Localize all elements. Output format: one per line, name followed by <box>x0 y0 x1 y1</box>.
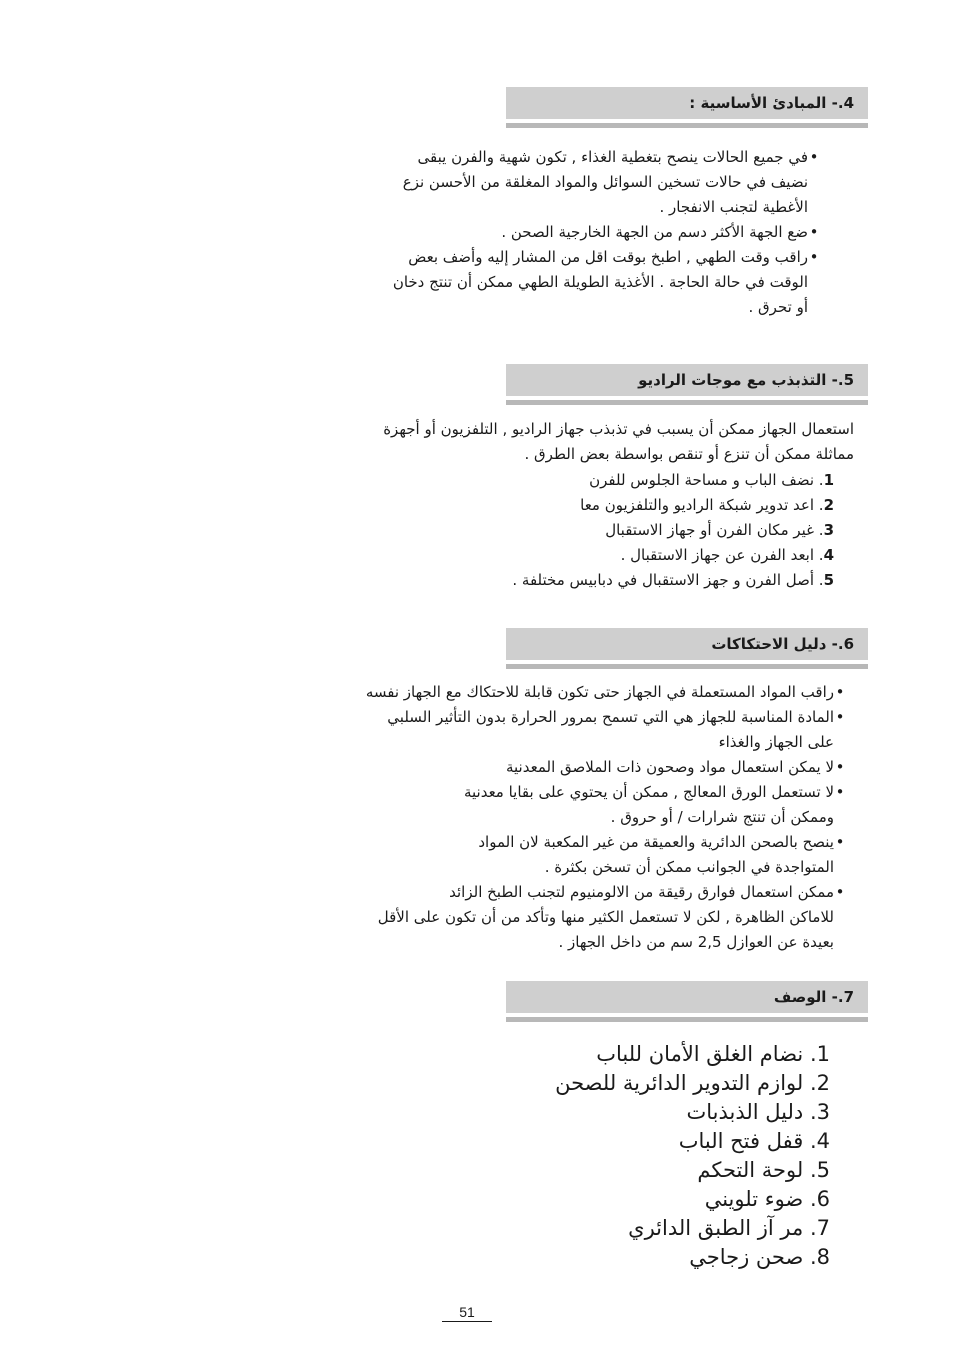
item-number: 2 <box>816 1071 830 1095</box>
bullet-text: وممكن أن تنتج شرارات / أو حروق . <box>610 808 834 826</box>
bullet-icon: • <box>835 708 845 726</box>
bullet-item-continuation <box>393 270 820 295</box>
bullet-icon: • <box>835 683 845 701</box>
bullet-text: راقب وقت الطهي , اطبخ بوقت اقل من المشار إليه وأضف بعض <box>408 248 808 266</box>
item-number: 4 <box>823 546 834 564</box>
item-number: 3 <box>816 1100 830 1124</box>
bullet-icon: • <box>809 248 819 266</box>
item-text: . مر آز الطبق الدائري <box>628 1216 817 1240</box>
item-text: . قفل فتح الباب <box>678 1129 817 1153</box>
bullet-item <box>366 755 846 780</box>
item-number: 5 <box>816 1158 830 1182</box>
bullet-item <box>393 245 820 270</box>
numbered-item <box>512 543 834 568</box>
intro-line: استعمال الجهاز ممكن أن يسبب في تذبذب جهاز الراديو , التلفزيون أو أجهزة <box>383 420 854 438</box>
item-number: 1 <box>816 1042 830 1066</box>
item-number: 7 <box>816 1216 830 1240</box>
item-text: . لوازم التدوير الدائرية للصحن <box>555 1071 817 1095</box>
bullet-item-continuation <box>366 805 846 830</box>
bullet-item <box>393 145 820 170</box>
bullet-text: ممكن استعمال فوارق رقيقة من الالومنيوم لتجنب الطبخ الزائد <box>449 883 834 901</box>
item-number: 8 <box>816 1245 830 1269</box>
numbered-item <box>512 568 834 593</box>
section-4-header: 4.- المبادئ الأساسية : <box>506 87 868 119</box>
bullet-text: ضع الجهة الأكثر دسم من الجهة الخارجية الصحن . <box>501 223 808 241</box>
bullet-item <box>366 880 846 905</box>
bullet-text: للاماكن الظاهرة , لكن لا تستعمل الكثير منها وتأكد من أن تكون على الأقل <box>377 908 834 926</box>
item-text: . أصل الفرن و جهز الاستقبال في دبابيس مختلفة . <box>512 571 824 589</box>
numbered-item <box>512 518 834 543</box>
numbered-list <box>555 1040 830 1272</box>
numbered-item <box>555 1156 830 1185</box>
bullet-text: المتواجدة في الجوانب ممكن أن تسخن بكثرة . <box>544 858 834 876</box>
item-text: . غير مكان الفرن أو جهاز الاستقبال <box>605 521 824 539</box>
item-text: . ابعد الفرن عن جهاز الاستقبال . <box>620 546 824 564</box>
page-number: 51 <box>442 1303 492 1322</box>
numbered-item <box>512 468 834 493</box>
bullet-text: بعيدة عن العوازل 2,5 سم من داخل الجهاز . <box>558 933 834 951</box>
bullet-text: المادة المناسبة للجهاز هي التي تسمح بمرور الحرارة بدون التأثير السلبي <box>387 708 834 726</box>
bullet-icon: • <box>809 223 819 241</box>
item-number: 2 <box>823 496 834 514</box>
item-number: 6 <box>816 1187 830 1211</box>
bullet-item-continuation <box>366 930 846 955</box>
numbered-item <box>555 1243 830 1272</box>
bullet-icon: • <box>835 833 845 851</box>
bullet-list <box>393 145 820 320</box>
numbered-item <box>555 1127 830 1156</box>
item-text: . صحن زجاجي <box>689 1245 817 1269</box>
item-number: 4 <box>816 1129 830 1153</box>
section-5-steps <box>512 468 834 593</box>
bullet-item-continuation <box>393 195 820 220</box>
item-number: 3 <box>823 521 834 539</box>
section-7-parts-list <box>555 1040 830 1272</box>
section-6-header: 6.- دليل الاحتكاكات <box>506 628 868 660</box>
numbered-item <box>555 1040 830 1069</box>
section-5-header: 5.- التذبذب مع موجات الراديو <box>506 364 868 396</box>
item-text: . نضام الغلق الأمان للباب <box>596 1042 817 1066</box>
bullet-text: راقب المواد المستعملة في الجهاز حتى تكون قابلة للاحتكاك مع الجهاز نفسه <box>365 683 834 701</box>
numbered-item <box>555 1214 830 1243</box>
section-4-body <box>393 145 820 320</box>
bullet-text: على الجهاز والغذاء <box>718 733 834 751</box>
bullet-text: لا يمكن استعمال مواد وصحون ذات الملاصق المعدنية <box>505 758 834 776</box>
item-number: 1 <box>823 471 834 489</box>
bullet-item-continuation <box>393 295 820 320</box>
section-7-header: 7.- الوصف <box>506 981 868 1013</box>
bullet-text: الأغطية لتجنب الانفجار . <box>659 198 808 216</box>
section-6-rule <box>506 664 868 669</box>
bullet-text: الوقت في حالة الحاجة . الأغذية الطويلة الطهي ممكن أن تنتج دخان <box>392 273 808 291</box>
numbered-item <box>555 1185 830 1214</box>
bullet-icon: • <box>835 883 845 901</box>
bullet-item <box>366 705 846 730</box>
bullet-icon: • <box>835 783 845 801</box>
item-text: . نضف الباب و مساحة الجلوس للفرن <box>589 471 824 489</box>
bullet-item-continuation <box>366 730 846 755</box>
bullet-item <box>393 220 820 245</box>
bullet-item <box>366 780 846 805</box>
bullet-icon: • <box>835 758 845 776</box>
section-5-rule <box>506 400 868 405</box>
bullet-text: في جميع الحالات ينصح بتغطية الغذاء , تكون شهية والفرن يبقى <box>417 148 808 166</box>
section-7-rule <box>506 1017 868 1022</box>
bullet-text: لا تستعمل الورق المعالج , ممكن أن يحتوي على بقايا معدنية <box>463 783 834 801</box>
intro-line: مماثلة ممكن أن تنزع أو تنقص بواسطة بعض الطرق . <box>524 445 854 463</box>
bullet-item-continuation <box>366 905 846 930</box>
numbered-item <box>512 493 834 518</box>
bullet-item-continuation <box>366 855 846 880</box>
bullet-text: أو تحرق . <box>748 298 808 316</box>
bullet-list <box>366 680 846 955</box>
numbered-list <box>512 468 834 593</box>
section-4-rule <box>506 123 868 128</box>
bullet-text: نضيف في حالات تسخين السوائل والمواد المغلقة من الأحسن نزع <box>402 173 808 191</box>
item-text: . ضوء تلويني <box>704 1187 817 1211</box>
bullet-icon: • <box>809 148 819 166</box>
bullet-item <box>366 830 846 855</box>
section-5-intro <box>383 417 854 467</box>
section-6-body <box>366 680 846 955</box>
item-text: . لوحة التحكم <box>697 1158 817 1182</box>
bullet-item-continuation <box>393 170 820 195</box>
bullet-text: ينصح بالصحن الدائرية والعميقة من غير المكعبة لان المواد <box>478 833 834 851</box>
bullet-item <box>366 680 846 705</box>
item-text: . دليل الذبذبات <box>686 1100 817 1124</box>
numbered-item <box>555 1069 830 1098</box>
item-text: . اعد تدوير شبكة الراديو والتلفزيون معا <box>580 496 824 514</box>
numbered-item <box>555 1098 830 1127</box>
item-number: 5 <box>823 571 834 589</box>
